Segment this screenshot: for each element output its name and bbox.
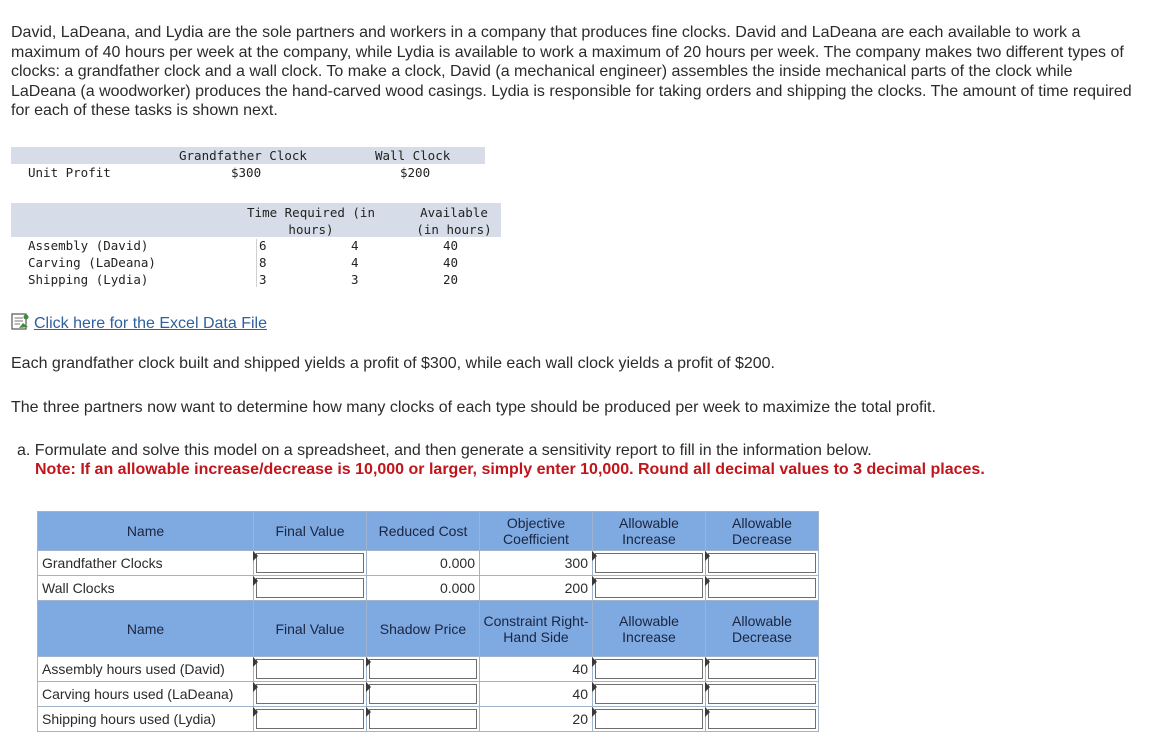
grandfather-coefficient: 300 [480, 551, 593, 576]
grandfather-profit: $300 [231, 165, 262, 180]
wall-final-value-input[interactable] [254, 576, 367, 601]
grandfather-allowable-decrease-input[interactable] [706, 551, 819, 576]
wall-allowable-decrease-input[interactable] [706, 576, 819, 601]
objective-paragraph: The three partners now want to determine how many clocks of each type should be produced per week to maximize the total profit. [11, 399, 936, 416]
con-name-assembly: Assembly hours used (David) [38, 657, 254, 682]
table-row [38, 707, 819, 732]
col-objective-coefficient: Objective Coefficient [480, 512, 593, 551]
col-constraint-name: Name [38, 601, 254, 657]
shipping-final-value-input[interactable] [254, 707, 367, 732]
carving-rhs: 40 [480, 682, 593, 707]
wall-reduced-cost: 0.000 [367, 576, 480, 601]
excel-file-icon [11, 313, 30, 335]
carving-wc: 4 [351, 255, 359, 270]
excel-link-row[interactable] [11, 313, 267, 335]
header-available: Available (in hours) [416, 205, 492, 237]
wall-coefficient: 200 [480, 576, 593, 601]
carving-allowable-decrease-input[interactable] [706, 682, 819, 707]
carving-shadow-price-input[interactable] [367, 682, 480, 707]
col-reduced-cost: Reduced Cost [367, 512, 480, 551]
excel-data-link[interactable]: Click here for the Excel Data File [34, 315, 267, 332]
shipping-shadow-price-input[interactable] [367, 707, 480, 732]
table-row [38, 576, 819, 601]
wall-allowable-increase-input[interactable] [593, 576, 706, 601]
assembly-final-value-input[interactable] [254, 657, 367, 682]
shipping-allowable-decrease-input[interactable] [706, 707, 819, 732]
carving-gc: 8 [259, 255, 267, 270]
carving-available: 40 [443, 255, 459, 270]
shipping-wc: 3 [351, 272, 359, 287]
con-name-carving: Carving hours used (LaDeana) [38, 682, 254, 707]
assembly-wc: 4 [351, 238, 359, 253]
col-allowable-decrease: Allowable Decrease [706, 512, 819, 551]
col-constraint-rhs: Constraint Right-Hand Side [480, 601, 593, 657]
table-row [38, 682, 819, 707]
wall-profit: $200 [400, 165, 431, 180]
unit-profit-label: Unit Profit [28, 165, 111, 180]
col-constraint-final-value: Final Value [254, 601, 367, 657]
var-name-wall: Wall Clocks [38, 576, 254, 601]
question-note: Note: If an allowable increase/decrease is 10,000 or larger, simply enter 10,000. Round all decimal values to 3 decimal places. [35, 461, 985, 478]
row-label-shipping: Shipping (Lydia) [28, 272, 149, 287]
problem-intro: David, LaDeana, and Lydia are the sole partners and workers in a company that produces fine clocks. David and LaDeana are each available to work a maximum of 40 hours per week at the company, while Lydia is available to work a maximum of 20 hours per week. The company makes two different types of clocks: a grandfather clock and a wall clock. To make a clock, David (a mechanical engineer) assembles the inside mechanical parts of the clock while LaDeana (a woodworker) produces the hand-carved wood casings. Lydia is responsible for taking orders and shipping the clocks. The amount of time required for each of these tasks is shown next. [11, 24, 1132, 119]
grandfather-allowable-increase-input[interactable] [593, 551, 706, 576]
assembly-shadow-price-input[interactable] [367, 657, 480, 682]
carving-final-value-input[interactable] [254, 682, 367, 707]
header-time-required: Time Required (in hours) [247, 205, 375, 237]
col-constraint-allowable-decrease: Allowable Decrease [706, 601, 819, 657]
col-allowable-increase: Allowable Increase [593, 512, 706, 551]
assembly-allowable-increase-input[interactable] [593, 657, 706, 682]
shipping-allowable-increase-input[interactable] [593, 707, 706, 732]
table-row [38, 657, 819, 682]
constraint-header-row [38, 601, 819, 657]
con-name-shipping: Shipping hours used (Lydia) [38, 707, 254, 732]
assembly-gc: 6 [259, 238, 267, 253]
shipping-available: 20 [443, 272, 459, 287]
var-name-grandfather: Grandfather Clocks [38, 551, 254, 576]
profit-paragraph: Each grandfather clock built and shipped yields a profit of $300, while each wall clock yields a profit of $200. [11, 355, 775, 372]
shipping-gc: 3 [259, 272, 267, 287]
shipping-rhs: 20 [480, 707, 593, 732]
assembly-rhs: 40 [480, 657, 593, 682]
grandfather-final-value-input[interactable] [254, 551, 367, 576]
col-name: Name [38, 512, 254, 551]
question-a: a. Formulate and solve this model on a spreadsheet, and then generate a sensitivity report to fill in the information below. [17, 442, 872, 459]
assembly-allowable-decrease-input[interactable] [706, 657, 819, 682]
assembly-available: 40 [443, 238, 459, 253]
sensitivity-report-table [37, 511, 819, 732]
row-label-carving: Carving (LaDeana) [28, 255, 156, 270]
header-wall-clock: Wall Clock [375, 148, 451, 163]
variable-header-row [38, 512, 819, 551]
grandfather-reduced-cost: 0.000 [367, 551, 480, 576]
col-shadow-price: Shadow Price [367, 601, 480, 657]
table-row [38, 551, 819, 576]
carving-allowable-increase-input[interactable] [593, 682, 706, 707]
col-constraint-allowable-increase: Allowable Increase [593, 601, 706, 657]
header-grandfather-clock: Grandfather Clock [179, 148, 307, 163]
col-final-value: Final Value [254, 512, 367, 551]
row-label-assembly: Assembly (David) [28, 238, 149, 253]
